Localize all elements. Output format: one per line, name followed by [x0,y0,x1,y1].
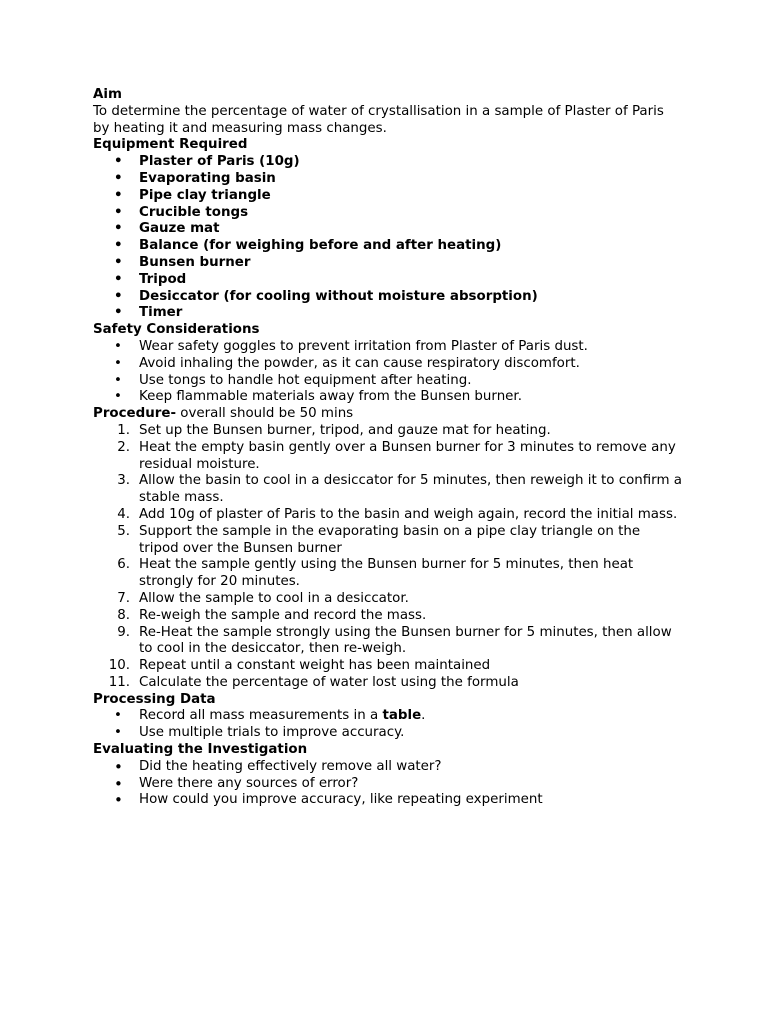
procedure-step-text: Add 10g of plaster of Paris to the basin and weigh again, record the initial mass. [139,506,678,522]
equipment-item: • Desiccator (for cooling without moisture absorption) [93,289,683,306]
evaluating-heading: Evaluating the Investigation [93,742,308,758]
procedure-steps [93,423,683,692]
aim-text: To determine the percentage of water of crystallisation in a sample of Plaster of Paris by heating it and measuring mass changes. [93,103,664,136]
safety-item: • Wear safety goggles to prevent irritation from Plaster of Paris dust. [93,339,683,356]
procedure-step-text: Support the sample in the evaporating basin on a pipe clay triangle on the tripod over the Bunsen burner [139,523,641,556]
evaluating-item: • Were there any sources of error? [93,776,683,793]
procedure-step-text: Allow the sample to cool in a desiccator. [139,590,409,606]
procedure-step-text: Repeat until a constant weight has been maintained [139,658,491,674]
safety-item: • Use tongs to handle hot equipment after heating. [93,373,683,390]
procedure-step: 10. Repeat until a constant weight has been maintained [108,658,491,674]
processing-item-text: Record all mass measurements in a [139,708,383,724]
equipment-item: • Balance (for weighing before and after heating) [93,238,683,255]
processing-heading: Processing Data [93,691,216,707]
procedure-heading: Procedure- [93,406,176,422]
procedure-step: 11. Calculate the percentage of water lost using the formula [108,674,519,690]
procedure-step: 4. Add 10g of plaster of Paris to the basin and weigh again, record the initial mass. [117,506,678,522]
procedure-step: 3. Allow the basin to cool in a desiccator for 5 minutes, then reweigh it to confirm a stable mass. [117,473,682,506]
procedure-step-text: Set up the Bunsen burner, tripod, and gauze mat for heating. [139,422,551,438]
procedure-step: 7. Allow the sample to cool in a desiccator. [117,590,409,606]
equipment-item: • Tripod [93,272,683,289]
equipment-heading: Equipment Required [93,137,248,153]
procedure-step: 9. Re-Heat the sample strongly using the Bunsen burner for 5 minutes, then allow to cool in the desiccator, then re-weigh. [117,624,672,657]
safety-list [93,339,683,406]
procedure-heading-line [93,406,683,423]
processing-item [93,708,683,725]
procedure-step-text: Allow the basin to cool in a desiccator for 5 minutes, then reweigh it to confirm a stable mass. [139,473,682,506]
evaluating-item: • Did the heating effectively remove all water? [93,759,683,776]
procedure-step: 6. Heat the sample gently using the Bunsen burner for 5 minutes, then heat strongly for 20 minutes. [117,557,634,590]
procedure-step-text: Re-Heat the sample strongly using the Bunsen burner for 5 minutes, then allow to cool in the desiccator, then re-weigh. [139,624,672,657]
processing-item: • Use multiple trials to improve accuracy. [93,725,683,742]
document-body [93,87,683,809]
equipment-list [93,154,683,322]
processing-list [93,708,683,742]
equipment-item: • Evaporating basin [93,171,683,188]
safety-item: • Keep flammable materials away from the Bunsen burner. [93,389,683,406]
evaluating-item: • How could you improve accuracy, like repeating experiment [93,792,683,809]
safety-heading: Safety Considerations [93,322,260,338]
procedure-step: 2. Heat the empty basin gently over a Bunsen burner for 3 minutes to remove any residual moisture. [117,439,676,472]
procedure-step-text: Re-weigh the sample and record the mass. [139,607,427,623]
procedure-step: 8. Re-weigh the sample and record the mass. [117,607,427,623]
procedure-step-text: Heat the sample gently using the Bunsen burner for 5 minutes, then heat strongly for 20 minutes. [139,557,634,590]
procedure-step: 5. Support the sample in the evaporating basin on a pipe clay triangle on the tripod over the Bunsen burner [117,523,641,556]
procedure-step-text: Heat the empty basin gently over a Bunsen burner for 3 minutes to remove any residual moisture. [139,439,676,472]
procedure-step: 1. Set up the Bunsen burner, tripod, and gauze mat for heating. [117,422,551,438]
equipment-item: • Crucible tongs [93,205,683,222]
processing-item-end: . [421,708,426,724]
equipment-item: • Gauze mat [93,221,683,238]
aim-heading: Aim [93,87,122,102]
safety-item: • Avoid inhaling the powder, as it can cause respiratory discomfort. [93,356,683,373]
equipment-item: • Timer [93,305,683,322]
processing-item-emphasis: table [382,708,422,724]
procedure-step-text: Calculate the percentage of water lost using the formula [139,674,519,690]
equipment-item: • Bunsen burner [93,255,683,272]
evaluating-list [93,759,683,809]
equipment-item: • Pipe clay triangle [93,188,683,205]
equipment-item: • Plaster of Paris (10g) [93,154,683,171]
procedure-note: overall should be 50 mins [176,406,354,422]
